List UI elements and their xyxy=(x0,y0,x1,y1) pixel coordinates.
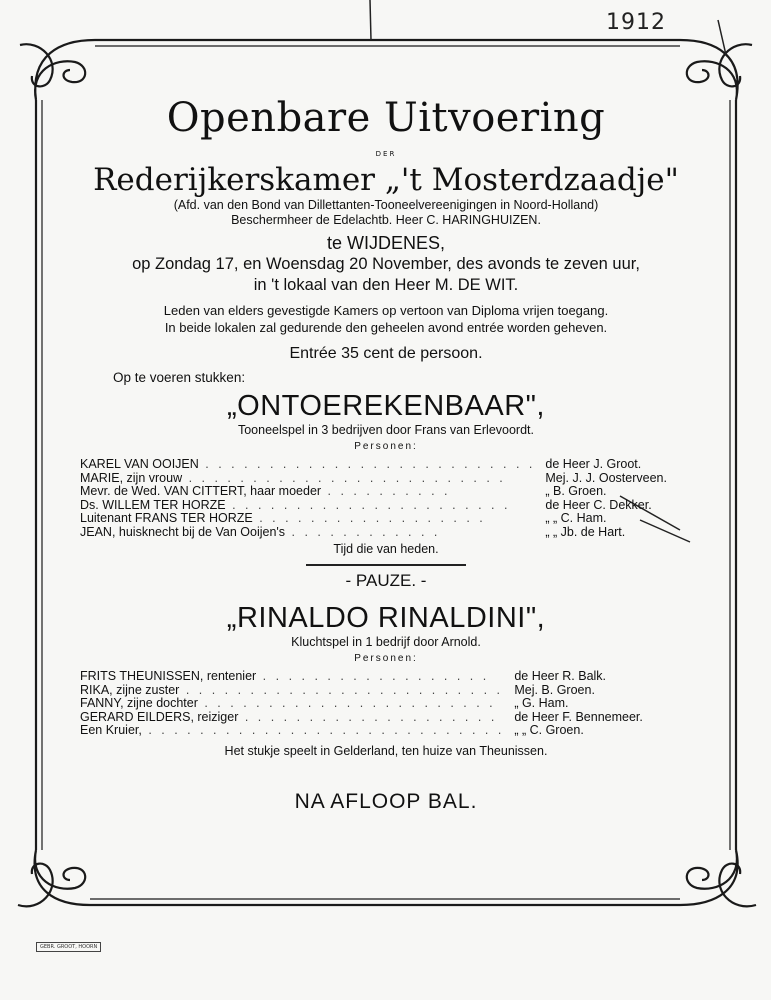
cast-role: RIKA, zijne zuster xyxy=(80,683,180,697)
cast-row xyxy=(80,499,692,513)
cast-actor: „ „ C. Groen. xyxy=(514,723,584,737)
leader-dots: . . . . . . . . . . xyxy=(321,485,451,498)
poster-content xyxy=(80,96,692,814)
play1-time-setting: Tijd die van heden. xyxy=(333,542,439,556)
leader-dots: . . . . . . . . . . . . . . . . . . . . . . . . . xyxy=(179,683,503,697)
pauze-divider xyxy=(306,564,466,591)
play1-title: „ONTOEREKENBAAR", xyxy=(227,390,545,422)
cast-role: MARIE, zijn vrouw xyxy=(80,471,183,485)
play2-setting: Het stukje speelt in Gelderland, ten huize van Theunissen. xyxy=(224,743,548,758)
cast-row xyxy=(80,526,692,540)
play2-title: „RINALDO RINALDINI", xyxy=(226,602,546,634)
place-line: te WIJDENES, xyxy=(326,233,446,253)
cast-actor: de Heer F. Bennemeer. xyxy=(514,709,643,724)
closing-line: NA AFLOOP BAL. xyxy=(294,789,478,813)
patron-line: Beschermheer de Edelachtb. Heer C. HARINGHUIZEN. xyxy=(231,213,541,227)
cast-row xyxy=(80,512,692,526)
affiliation-line: (Afd. van den Bond van Dillettanten-Tooneelvereenigingen in Noord-Holland) xyxy=(173,198,599,212)
leader-dots: . . . . . . . . . . . . xyxy=(285,525,441,539)
fold-crease-top xyxy=(370,0,371,40)
printer-imprint: GEBR. GROOT, HOORN xyxy=(36,942,101,952)
cast-role: FRITS THEUNISSEN, rentenier xyxy=(80,670,257,683)
play2-cast-list xyxy=(80,670,692,738)
pauze-label: - PAUZE. - xyxy=(345,571,427,590)
cast-role: KAREL VAN OOIJEN xyxy=(80,458,199,471)
poster-title: Openbare Uitvoering xyxy=(166,95,606,141)
play1-subtitle: Tooneelspel in 3 bedrijven door Frans van Erlevoordt. xyxy=(237,423,534,437)
cast-actor: de Heer R. Balk. xyxy=(514,669,607,683)
cast-row xyxy=(80,684,692,698)
cast-role: Een Kruier, xyxy=(80,724,142,737)
cast-actor: de Heer C. Dekker. xyxy=(545,497,652,512)
leader-dots: . . . . . . . . . . . . . . . . . . xyxy=(252,512,486,525)
der-label: DER xyxy=(375,150,397,158)
cast-row xyxy=(80,458,692,472)
fee-note: In beide lokalen zal gedurende den geheelen avond entrée worden geheven. xyxy=(164,320,608,335)
cast-role: Ds. WILLEM TER HORZE xyxy=(80,498,226,512)
leader-dots: . . . . . . . . . . . . . . . . . . . . . . . . . xyxy=(182,471,506,485)
play1-personen-label: Personen: xyxy=(354,441,418,452)
cast-row xyxy=(80,670,692,684)
leader-dots: . . . . . . . . . . . . . . . . . . . . xyxy=(238,710,498,724)
leader-dots: . . . . . . . . . . . . . . . . . . . . . . . xyxy=(197,697,496,710)
play2-subtitle: Kluchtspel in 1 bedrijf door Arnold. xyxy=(291,635,481,649)
cast-row xyxy=(80,711,692,725)
corner-ornament-bottom-left xyxy=(35,850,90,905)
corner-ornament-top-left xyxy=(35,40,95,100)
corner-ornament-bottom-right xyxy=(680,850,738,905)
leader-dots: . . . . . . . . . . . . . . . . . . . . . . . . . . xyxy=(198,458,536,471)
cast-actor: de Heer J. Groot. xyxy=(545,457,642,471)
cast-actor: „ „ C. Ham. xyxy=(545,511,607,525)
cast-actor: „ G. Ham. xyxy=(514,696,569,710)
cast-role: Luitenant FRANS TER HORZE xyxy=(80,512,253,525)
leader-dots: . . . . . . . . . . . . . . . . . . xyxy=(256,670,490,683)
admission-note: Leden van elders gevestigde Kamers op vertoon van Diploma vrijen toegang. xyxy=(163,303,609,318)
dates-line: op Zondag 17, en Woensdag 20 November, des avonds te zeven uur, xyxy=(132,255,640,273)
leader-dots: . . . . . . . . . . . . . . . . . . . . . . xyxy=(225,498,511,512)
cast-row xyxy=(80,724,692,738)
cast-row xyxy=(80,697,692,711)
cast-row xyxy=(80,485,692,499)
play1-cast-list xyxy=(80,458,692,539)
play2-personen-label: Personen: xyxy=(354,653,418,664)
venue-line: in 't lokaal van den Heer M. DE WIT. xyxy=(253,276,519,294)
society-name: Rederijkerskamer „'t Mosterdzaadje" xyxy=(93,162,679,198)
cast-role: FANNY, zijne dochter xyxy=(80,697,198,710)
entree-price: Entrée 35 cent de persoon. xyxy=(289,345,483,362)
handwritten-year: 1912 xyxy=(606,10,666,35)
cast-actor: „ B. Groen. xyxy=(545,484,607,498)
leader-dots: . . . . . . . . . . . . . . . . . . . . . . . . . . . . xyxy=(141,724,505,737)
cast-actor: „ „ Jb. de Hart. xyxy=(545,524,626,539)
cast-actor: Mej. B. Groen. xyxy=(514,682,595,697)
cast-role: Mevr. de Wed. VAN CITTERT, haar moeder xyxy=(80,485,322,498)
cast-actor: Mej. J. J. Oosterveen. xyxy=(545,470,667,485)
plays-intro: Op te voeren stukken: xyxy=(113,370,246,385)
cast-role: JEAN, huisknecht bij de Van Ooijen's xyxy=(80,525,286,539)
cast-role: GERARD EILDERS, reiziger xyxy=(80,710,239,724)
cast-row xyxy=(80,472,692,486)
